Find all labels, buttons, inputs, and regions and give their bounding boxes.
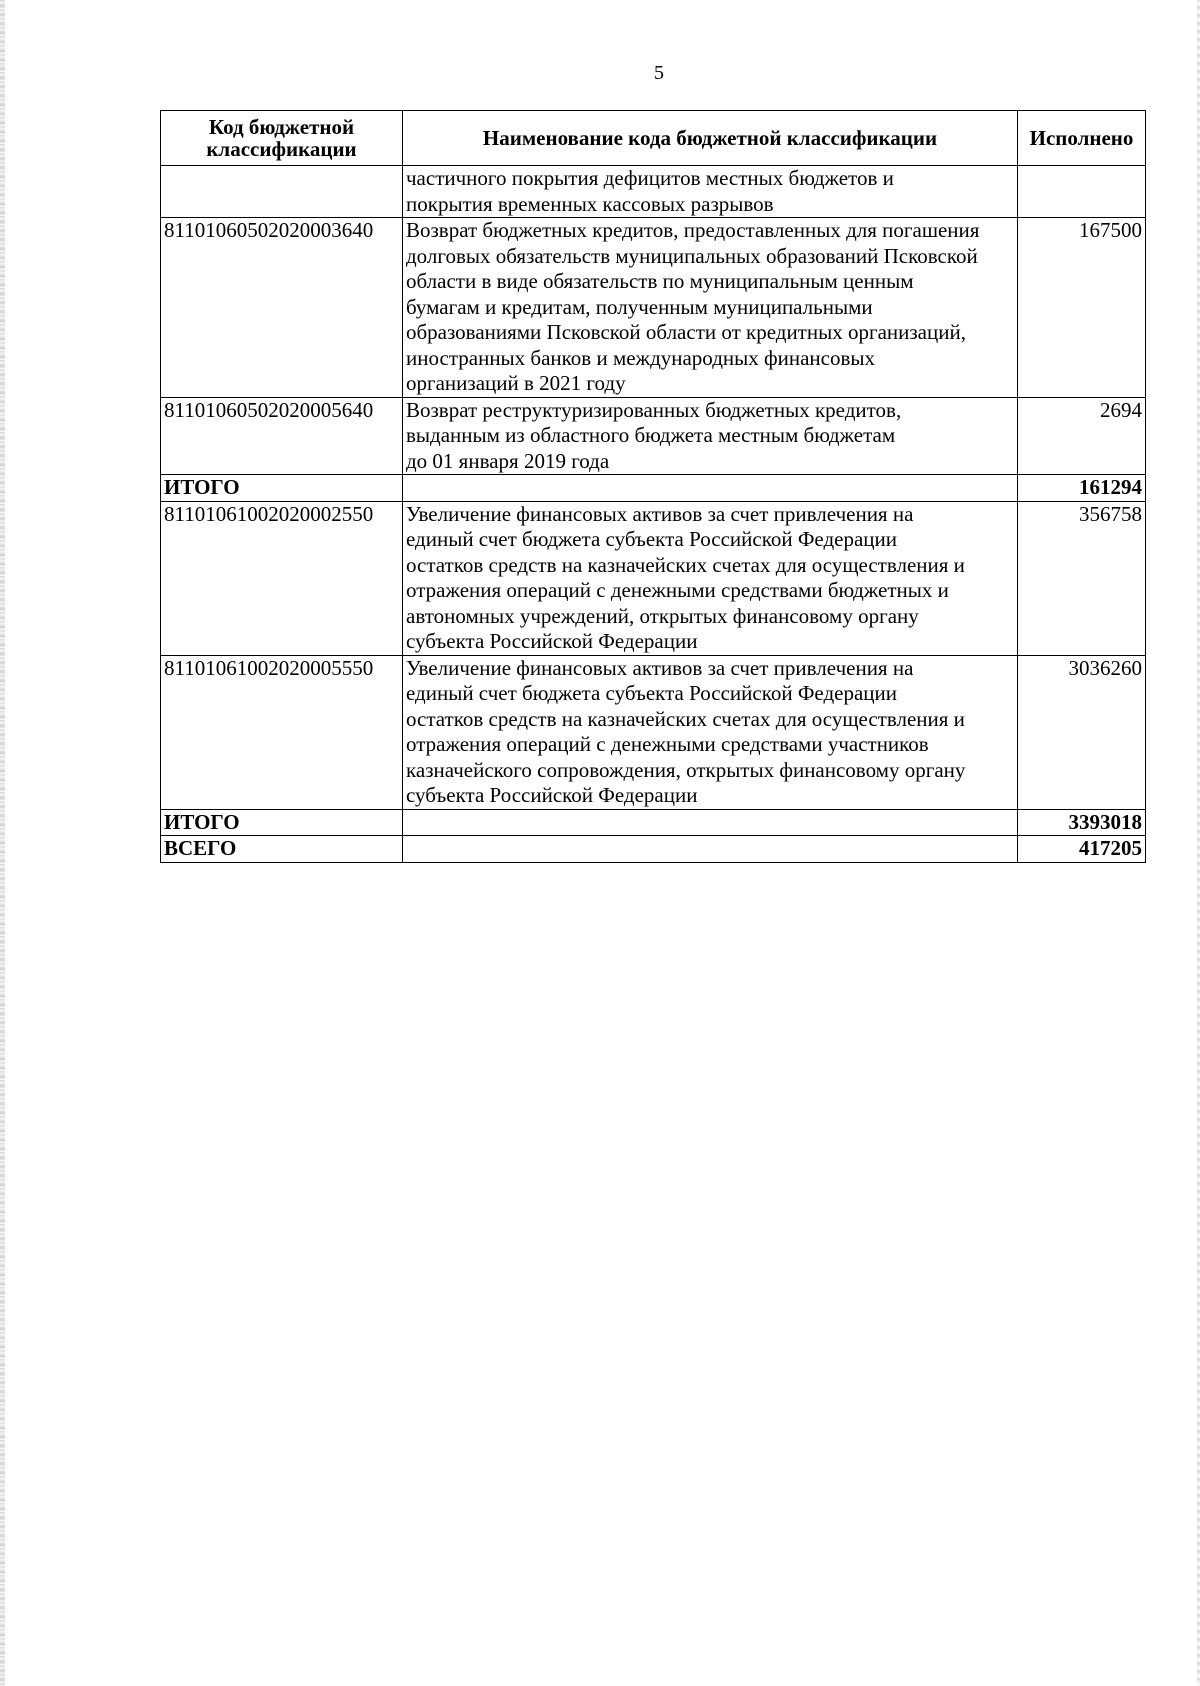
subtotal-row xyxy=(161,809,1146,836)
row-name xyxy=(403,166,1018,218)
row-name-line: организаций в 2021 году xyxy=(406,371,626,395)
row-name-line: до 01 января 2019 года xyxy=(406,448,610,473)
table-row xyxy=(161,166,1146,218)
row-name xyxy=(403,836,1018,863)
row-name-line: Увеличение финансовых активов за счет привлечения на xyxy=(406,501,914,526)
row-name-line: Возврат реструктуризированных бюджетных кредитов, xyxy=(406,397,902,422)
row-name-line: автономных учреждений, открытых финансовому органу xyxy=(406,603,919,628)
row-name xyxy=(403,655,1018,809)
row-amount: 2694 xyxy=(1018,397,1146,475)
row-name xyxy=(403,218,1018,398)
row-name xyxy=(403,809,1018,836)
row-name-line: отражения операций с денежными средствами участников xyxy=(406,732,929,756)
row-name-line: покрытия временных кассовых разрывов xyxy=(406,191,774,216)
row-name-line: единый счет бюджета субъекта Российской Федерации xyxy=(406,527,898,551)
row-amount xyxy=(1018,166,1146,218)
header-amount: Исполнено xyxy=(1018,111,1146,166)
row-amount: 417205 xyxy=(1018,836,1146,863)
page-number: 5 xyxy=(654,62,664,84)
row-code: ВСЕГО xyxy=(161,836,403,863)
row-name-line: выданным из областного бюджета местным бюджетам xyxy=(406,423,896,447)
row-code: 81101060502020005640 xyxy=(161,397,403,475)
row-name-line: частичного покрытия дефицитов местных бюджетов и xyxy=(406,166,894,190)
row-name-line: бумагам и кредитам, полученным муниципальными xyxy=(406,294,873,319)
table-row xyxy=(161,655,1146,809)
header-code: Код бюджетной классификации xyxy=(161,111,403,166)
row-amount: 167500 xyxy=(1018,218,1146,398)
row-name xyxy=(403,501,1018,655)
row-code: ИТОГО xyxy=(161,809,403,836)
table-row xyxy=(161,501,1146,655)
budget-table xyxy=(160,110,1146,863)
subtotal-row xyxy=(161,475,1146,502)
table-row xyxy=(161,397,1146,475)
grand-total-row xyxy=(161,836,1146,863)
row-name-line: долговых обязательств муниципальных образований Псковской xyxy=(406,243,978,268)
row-name-line: остатков средств на казначейских счетах для осуществления и xyxy=(406,706,965,731)
row-name-line: субъекта Российской Федерации xyxy=(406,783,698,807)
row-code: 81101060502020003640 xyxy=(161,218,403,398)
table-row xyxy=(161,218,1146,398)
row-name-line: единый счет бюджета субъекта Российской Федерации xyxy=(406,681,898,705)
row-name xyxy=(403,397,1018,475)
row-name-line: Увеличение финансовых активов за счет привлечения на xyxy=(406,655,914,680)
row-name-line: остатков средств на казначейских счетах для осуществления и xyxy=(406,552,965,577)
scan-edge-left xyxy=(0,0,5,1686)
row-name-line: отражения операций с денежными средствами бюджетных и xyxy=(406,578,949,602)
row-code xyxy=(161,166,403,218)
table-header-row xyxy=(161,111,1146,166)
row-amount: 3036260 xyxy=(1018,655,1146,809)
row-name xyxy=(403,475,1018,502)
row-name-line: Возврат бюджетных кредитов, предоставленных для погашения xyxy=(406,218,980,242)
row-amount: 161294 xyxy=(1018,475,1146,502)
row-code: ИТОГО xyxy=(161,475,403,502)
row-code: 81101061002020002550 xyxy=(161,501,403,655)
row-name-line: области в виде обязательств по муниципальным ценным xyxy=(406,269,914,293)
row-name-line: субъекта Российской Федерации xyxy=(406,629,698,653)
row-name-line: казначейского сопровождения, открытых финансовому органу xyxy=(406,757,966,782)
header-name: Наименование кода бюджетной классификации xyxy=(403,111,1018,166)
row-name-line: образованиями Псковской области от кредитных организаций, xyxy=(406,320,966,344)
row-amount: 356758 xyxy=(1018,501,1146,655)
row-name-line: иностранных банков и международных финансовых xyxy=(406,345,875,370)
row-amount: 3393018 xyxy=(1018,809,1146,836)
row-code: 81101061002020005550 xyxy=(161,655,403,809)
